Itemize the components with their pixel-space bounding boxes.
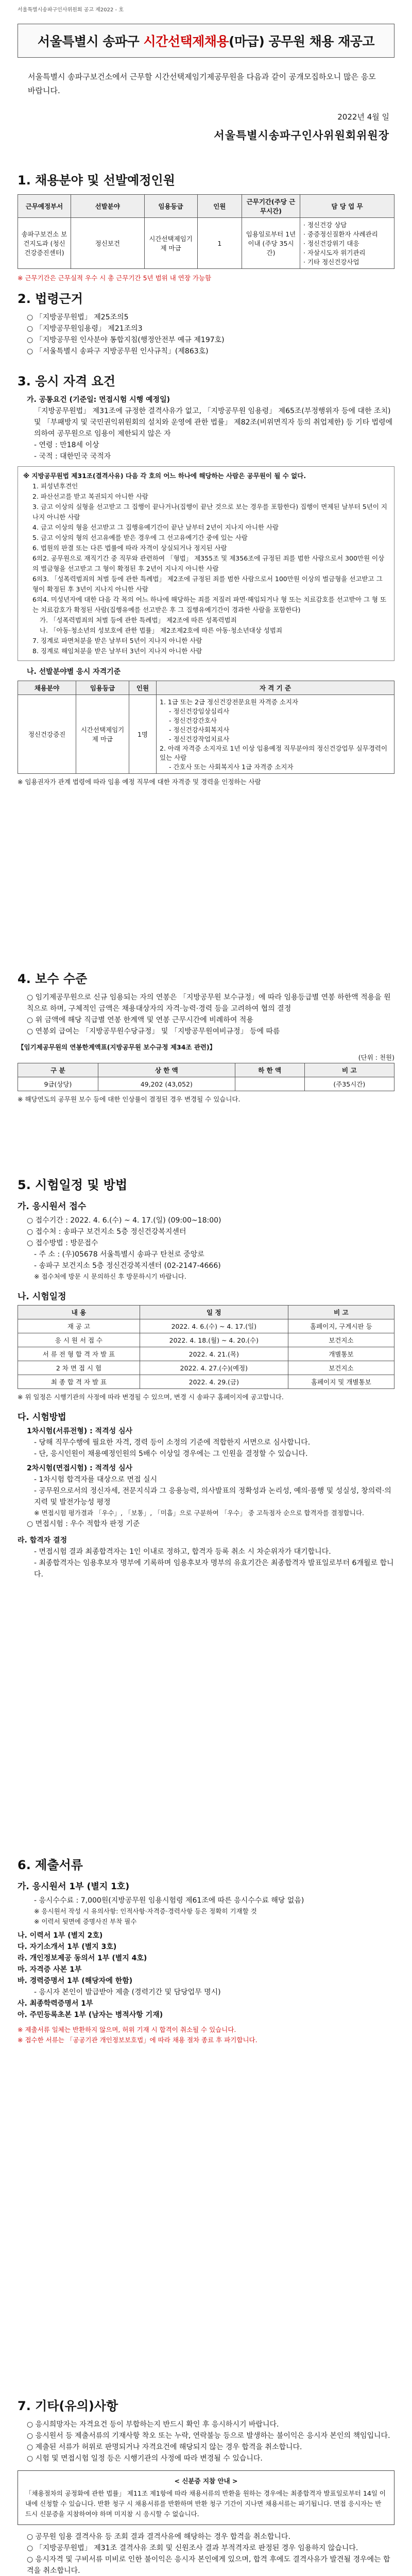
cell: 2022. 4. 6.(수) ~ 4. 17.(일)	[140, 1319, 288, 1333]
section-6	[18, 1855, 394, 2045]
section-1	[18, 170, 394, 283]
cell: 서 류 전 형 합 격 자 발 표	[18, 1347, 140, 1361]
law-item: ○ 「지방공무원 인사분야 통합지침(행정안전부 예규 제197호)	[27, 336, 225, 344]
section-6-title: 6. 제출서류	[18, 1858, 83, 1872]
cell: 응 시 원 서 접 수	[18, 1333, 140, 1347]
notice-line: ○ 공무원 임용 결격사유 등 조회 결과 결격사유에 해당하는 경우 합격을 취소합니다.	[27, 2533, 290, 2541]
salary-table	[18, 1063, 394, 1091]
schedule-table	[18, 1305, 394, 1389]
cell: 재 공 고	[18, 1319, 140, 1333]
section-7-title: 7. 기타(유의)사항	[18, 2399, 118, 2413]
col-header: 채용분야	[18, 681, 76, 695]
notice-line: ○ 제출된 서류가 허위로 판명되거나 자격요건에 해당되지 않는 경우 합격을 취소합니다.	[27, 2443, 302, 2451]
col-header: 담 당 업 무	[300, 195, 394, 218]
col-header: 인원	[197, 195, 242, 218]
application-subtitle: 가. 응시원서 접수	[18, 1201, 87, 1212]
cell-criteria	[157, 695, 394, 774]
cell-grade: 시간선택제임기제 마급	[144, 218, 197, 269]
cell: 2022. 4. 18.(월) ~ 4. 20.(수)	[140, 1333, 288, 1347]
section-4-title: 4. 보수 수준	[18, 972, 88, 986]
disq-line: 가. 「성폭력범죄의 처벌 등에 관한 특례법」 제2조에 따른 성폭력범죄	[40, 616, 237, 624]
col-header: 근무예정부서	[18, 195, 71, 218]
method-subtitle: 다. 시험방법	[18, 1412, 66, 1422]
cell: 개별통보	[288, 1347, 394, 1361]
criteria-line: - 정신건강사회복지사	[169, 726, 230, 734]
col-header: 비 고	[288, 1306, 394, 1319]
section-3	[18, 371, 394, 787]
section-5	[18, 1175, 394, 1580]
title-part2: 시간선택제채용	[143, 34, 229, 49]
cell-field: 정신보건	[71, 218, 145, 269]
requirement-line: - 연령 : 만18세 이상	[34, 441, 99, 449]
intro-text: 서울특별시 송파구보건소에서 근무할 시간선택제임기제공무원을 다음과 같이 공개모집하오니 많은 응모 바랍니다.	[28, 72, 376, 95]
section-1-title: 1. 채용분야 및 선발예정인원	[18, 173, 175, 188]
col-header: 자 격 기 준	[157, 681, 394, 695]
application-line: - 주 소 : (우)05678 서울특별시 송파구 탄천로 중앙로	[34, 1250, 204, 1259]
notice-line: ○ 「지방공무원법」 제31조 결격사유 조회 및 신원조사 결과 부적격자로 판정된 경우 임용하지 않습니다.	[27, 2544, 358, 2552]
cell: 홈페이지, 구게시판 등	[288, 1319, 394, 1333]
document-line: 나. 이력서 1부 (별지 2호)	[18, 1931, 103, 1940]
announcement-number: 서울특별시송파구인사위원회 공고 제2022 - 호	[18, 7, 124, 13]
table-row	[18, 218, 394, 269]
disqualification-box	[18, 466, 394, 661]
cell: 홈페이지 및 개별통보	[288, 1375, 394, 1389]
cell: 보건지소	[288, 1361, 394, 1375]
salary-note: ※ 해당연도의 공무원 보수 등에 대한 인상률이 결정된 경우 변경될 수 있습니다.	[18, 1095, 241, 1103]
method-line: - 단, 응시인원이 채용예정인원의 5배수 이상일 경우에는 그 인원을 결정할 수 있습니다.	[34, 1450, 308, 1458]
cell: 보건지소	[288, 1333, 394, 1347]
documents-note: ※ 접수한 서류는 「공공기관 개인정보보호법」에 따라 채용 절차 종료 후 파기합니다.	[18, 2036, 258, 2044]
salary-line: ○ 연봉외 급여는 「지방공무원수당규정」 및 「지방공무원여비규정」 등에 따름	[27, 1027, 280, 1036]
cell	[235, 1077, 304, 1091]
document-line: 마. 자격증 사본 1부	[18, 1965, 82, 1974]
disq-line: 2. 파산선고를 받고 복권되지 아니한 사람	[32, 493, 148, 500]
col-header: 비 고	[304, 1063, 394, 1077]
method-line: - 최종합격자는 임용후보자 명부에 기록하며 임용후보자 명부의 유효기간은 최종합격자 발표일로부터 6개월로 합니다.	[34, 1559, 394, 1579]
cell-grade: 시간선택제임기제 마급	[76, 695, 129, 774]
announcement-date: 2022년 4월 일	[337, 112, 389, 122]
col-header: 상 한 액	[98, 1063, 235, 1077]
qualification-note: ※ 임용권자가 관계 법령에 따라 임용 예정 직무에 대한 자격증 및 경력을 인정하는 사람	[18, 778, 261, 786]
disq-line: 1. 피성년후견인	[32, 482, 78, 490]
application-line: ※ 접수처에 방문 시 문의하신 후 방문하시기 바랍니다.	[34, 1273, 186, 1280]
application-line: ○ 접수방법 : 방문접수	[27, 1239, 98, 1247]
application-line: ○ 접수처 : 송파구 보건지소 5층 정신건강복지센터	[27, 1228, 186, 1236]
table-row	[18, 1375, 394, 1389]
table-row	[18, 1319, 394, 1333]
disq-line: 8. 징계로 해임처분을 받은 날부터 3년이 지나지 아니한 사람	[32, 647, 202, 655]
salary-line: ○ 임기제공무원으로 신규 임용되는 자의 연봉은 「지방공무원 보수규정」에 따라 임용등급별 연봉 하한액 적용을 원칙으로 하며, 구체적인 금액은 채용대상자의 자격·능력·경력 등을 고려하여 협의 결정	[27, 993, 391, 1013]
criteria-line: 2. 아래 자격증 소지자로 1년 이상 임용예정 직무분야의 정신건강업무 실무경력이 있는 사람	[160, 744, 388, 761]
document-line: ※ 이력서 뒷면에 증명사진 부착 필수	[34, 1918, 137, 1925]
law-item: ○ 「지방공무원임용령」 제21조의3	[27, 325, 143, 333]
table-row	[18, 1077, 394, 1091]
notice-line: ○ 응시자격 및 구비서류 미비로 인한 불이익은 응시자 본인에게 있으며, 합격 후에도 결격사유가 발견될 경우에는 합격을 취소합니다.	[27, 2555, 390, 2575]
col-header: 근무기간(주당 근무시간)	[242, 195, 300, 218]
document-line: 아. 주민등록초본 1부 (남자는 병적사항 기재)	[18, 2011, 163, 2019]
cell: 2022. 4. 29.(금)	[140, 1375, 288, 1389]
col-header: 하 한 액	[235, 1063, 304, 1077]
col-header: 구 분	[18, 1063, 98, 1077]
disq-line: 6. 법원의 판결 또는 다른 법률에 따라 자격이 상실되거나 정지된 사람	[32, 544, 227, 552]
cell-count: 1	[197, 218, 242, 269]
criteria-line: - 정신건강간호사	[169, 717, 217, 724]
requirement-line: 「지방공무원법」 제31조에 규정한 결격사유가 없고, 「지방공무원 임용령」 제65조(부정행위자 등에 대한 조치) 및 「부패방지 및 국민권익위원회의 설치와 운영에 관한 법률」 제82조(비위면직자 등의 취업제한) 등 기타 법령에 의하여 공무원으로 임용이 제한되지 않은 자	[34, 407, 393, 438]
cell: 2022. 4. 21.(목)	[140, 1347, 288, 1361]
method-line: 1차시험(서류전형) : 적격성 심사	[27, 1427, 133, 1435]
salary-table-title: 【임기제공무원의 연봉한계액표(지방공무원 보수규정 제34조 관련)】	[18, 1043, 216, 1051]
document-line: 다. 자기소개서 1부 (별지 3호)	[18, 1943, 117, 1951]
table-row	[18, 1333, 394, 1347]
col-header: 임용등급	[76, 681, 129, 695]
method-line: ※ 면접시험 평가결과 「우수」, 「보통」, 「미흡」으로 구분하여 「우수」 중 고득점자 순으로 합격자를 결정합니다.	[34, 1509, 365, 1517]
cell-dept: 송파구보건소 보건지도과 (청신건강증진센터)	[18, 218, 71, 269]
table-row	[18, 695, 394, 774]
table-row	[18, 1347, 394, 1361]
notice-line: ○ 응시원서 등 제출서류의 기재사항 착오 또는 누락, 연락불능 등으로 발생하는 불이익은 응시자 본인의 책임입니다.	[27, 2432, 390, 2440]
law-item: ○ 「서울특별시 송파구 지방공무원 인사규칙」(제863호)	[27, 347, 209, 355]
document-line: 사. 최종학력증명서 1부	[18, 1999, 93, 2008]
cell-period: 임용일로부터 1년 이내 (주당 35시간)	[242, 218, 300, 269]
section-2	[18, 289, 394, 357]
law-item: ○ 「지방공무원법」 제25조의5	[27, 313, 129, 321]
document-line: ※ 응시원서 작성 시 유의사항: 인적사항·자격증·경력사항 등은 정확히 기재할 것	[34, 1907, 257, 1915]
disq-line: 3. 금고 이상의 실형을 선고받고 그 집행이 끝나거나(집행이 끝난 것으로 보는 경우를 포함한다) 집행이 면제된 날부터 5년이 지나지 아니한 사람	[32, 503, 387, 521]
cell: 2022. 4. 27.(수)(예정)	[140, 1361, 288, 1375]
requirement-line: 가. 공통요건 (기준일: 면접시험 시행 예정일)	[27, 396, 170, 404]
method-line: - 1차시험 합격자를 대상으로 면접 실시	[34, 1476, 158, 1484]
table-row	[18, 1361, 394, 1375]
disq-line: 6의3. 「성폭력범죄의 처벌 등에 관한 특례법」 제2조에 규정된 죄를 범한 사람으로서 100만원 이상의 벌금형을 선고받고 그 형이 확정된 후 3년이 지나지 아니한 사람	[32, 575, 383, 593]
cell: 49,202 (43,052)	[98, 1077, 235, 1091]
title-part1: 서울특별시 송파구	[37, 34, 144, 49]
section-7	[18, 2396, 394, 2576]
method-line: ○ 면접시험 : 우수 적합자 판정 기준	[27, 1520, 140, 1528]
section-5-title: 5. 시험일정 및 방법	[18, 1178, 128, 1192]
disq-line: 6의2. 공무원으로 재직기간 중 직무와 관련하여 「형법」 제355조 및 제356조에 규정된 죄를 범한 사람으로서 300만원 이상의 벌금형을 선고받고 그 형이 확정된 후 2년이 지나지 아니한 사람	[32, 554, 385, 572]
notice-box	[18, 2470, 394, 2525]
method-line: - 공무원으로서의 정신자세, 전문지식과 그 응용능력, 의사발표의 정확성과 논리성, 예의·품행 및 성실성, 창의력·의지력 및 발전가능성 평정	[34, 1487, 391, 1506]
cell: 9급(상당)	[18, 1077, 98, 1091]
documents-subtitle: 가. 응시원서 1부 (별지 1호)	[18, 1882, 130, 1892]
schedule-subtitle: 나. 시험일정	[18, 1292, 66, 1302]
document-line: - 응시자 본인이 발급받아 제출 (경력기간 및 담당업무 명시)	[34, 1988, 221, 1996]
section-2-title: 2. 법령근거	[18, 292, 83, 306]
criteria-line: - 정신건강작업치료사	[169, 735, 230, 743]
notice-line: ○ 시험 및 면접시험 일정 등은 시행기관의 사정에 따라 변경될 수 있습니다.	[27, 2454, 263, 2463]
cell: 최 종 합 격 자 발 표	[18, 1375, 140, 1389]
page-title	[18, 24, 394, 58]
section-1-note: ※ 근무기간은 근무실적 우수 시 총 근무기간 5년 범위 내 연장 가능함	[18, 274, 212, 282]
recruitment-table	[18, 194, 394, 269]
disq-line: 나. 「아동·청소년의 성보호에 관한 법률」 제2조제2호에 따른 아동·청소년대상 성범죄	[40, 626, 283, 634]
method-line: 라. 합격자 결정	[18, 1536, 67, 1545]
col-header: 내 용	[18, 1306, 140, 1319]
qualification-table	[18, 681, 394, 774]
notice-box-text: 「채용절차의 공정화에 관한 법률」 제11조 제1항에 따라 채용서류의 반환을 원하는 경우에는 최종합격자 발표일로부터 14일 이내에 신청할 수 있습니다. 반환 청구 시 채용서류를 반환하며 반환 청구 기간이 지나면 채용서류는 파기됩니다. 면접 응시자는 반드시 신분증을 지참하여야 하며 미지참 시 응시할 수 없습니다.	[25, 2489, 386, 2518]
document-line: 라. 개인정보제공 동의서 1부 (별지 4호)	[18, 1954, 147, 1962]
cell-duties: · 정신건강 상담 · 중증정신질환자 사례관리 · 정신건강위기 대응 · 자살시도자 위기관리 · 기타 정신건강사업	[300, 218, 394, 269]
signer: 서울특별시송파구인사위원회위원장	[214, 129, 389, 142]
disq-line: 4. 금고 이상의 형을 선고받고 그 집행유예기간이 끝난 날부터 2년이 지나지 아니한 사람	[32, 523, 279, 531]
disq-line: 7. 징계로 파면처분을 받은 날부터 5년이 지나지 아니한 사람	[32, 637, 202, 645]
criteria-line: - 간호사 또는 사회복지사 1급 자격증 소지자	[169, 763, 294, 771]
method-line: - 면접시험 결과 최종합격자는 1인 이내로 정하고, 합격자 등록 취소 시 차순위자가 대기합니다.	[34, 1548, 331, 1556]
criteria-line: - 정신건강임상심리사	[169, 707, 230, 715]
salary-table-unit: (단위 : 천원)	[358, 1054, 394, 1061]
requirement-line: - 국적 : 대한민국 국적자	[34, 452, 111, 461]
disq-line: 5. 금고 이상의 형의 선고유예를 받은 경우에 그 선고유예기간 중에 있는 사람	[32, 534, 248, 541]
cell: 2 차 면 접 시 험	[18, 1361, 140, 1375]
col-header: 선발분야	[71, 195, 145, 218]
col-header: 일 정	[140, 1306, 288, 1319]
cell: (주35시간)	[304, 1077, 394, 1091]
qualification-subtitle: 나. 선발분야별 응시 자격기준	[27, 668, 121, 676]
section-3-title: 3. 응시 자격 요건	[18, 374, 115, 388]
schedule-note: ※ 위 일정은 시행기관의 사정에 따라 변경될 수 있으며, 변경 시 송파구 홈페이지에 공고합니다.	[18, 1393, 284, 1401]
document-line: - 응시수수료 : 7,000원(지방공무원 임용시험령 제61조에 따른 응시수수료 해당 없음)	[34, 1896, 304, 1905]
disq-line: 6의4. 미성년자에 대한 다음 각 목의 어느 하나에 해당하는 죄를 저질러 파면·해임되거나 형 또는 치료감호를 선고받아 그 형 또는 치료감호가 확정된 사람(집행유예를 선고받은 후 그 집행유예기간이 경과한 사람을 포함한다)	[32, 596, 387, 614]
application-line: ○ 접수기간 : 2022. 4. 6.(수) ~ 4. 17.(일) (09:00~18:00)	[27, 1216, 221, 1225]
documents-note: ※ 제출서류 일체는 반환하지 않으며, 허위 기재 시 합격이 취소될 수 있습니다.	[18, 2026, 236, 2033]
section-4	[18, 969, 394, 1105]
notice-box-title: < 신분증 지참 안내 >	[174, 2477, 238, 2485]
cell-count: 1명	[129, 695, 157, 774]
criteria-line: 1. 1급 또는 2급 정신건강전문요원 자격증 소지자	[160, 698, 299, 706]
cell-field: 정신건강증진	[18, 695, 76, 774]
title-part3: (마급) 공무원 채용 재공고	[229, 34, 375, 49]
salary-line: ○ 위 금액에 해당 직급별 연봉 한계액 및 연봉 근무시간에 비례하여 적용	[27, 1016, 253, 1024]
document-line: 바. 경력증명서 1부 (해당자에 한함)	[18, 1977, 133, 1985]
method-line: 2차시험(면접시험) : 적격성 심사	[27, 1464, 133, 1472]
method-line: - 당해 직무수행에 필요한 자격, 경력 등이 소정의 기준에 적합한지 서면으로 심사합니다.	[34, 1438, 311, 1447]
col-header: 인원	[129, 681, 157, 695]
notice-line: ○ 응시희망자는 자격요건 등이 부합하는지 반드시 확인 후 응시하시기 바랍니다.	[27, 2420, 279, 2429]
col-header: 임용등급	[144, 195, 197, 218]
application-line: - 송파구 보건지소 5층 정신건강복지센터 (02-2147-4666)	[34, 1262, 221, 1270]
disq-line: ※ 지방공무원법 제31조(결격사유) 다음 각 호의 어느 하나에 해당하는 사람은 공무원이 될 수 없다.	[23, 472, 306, 480]
